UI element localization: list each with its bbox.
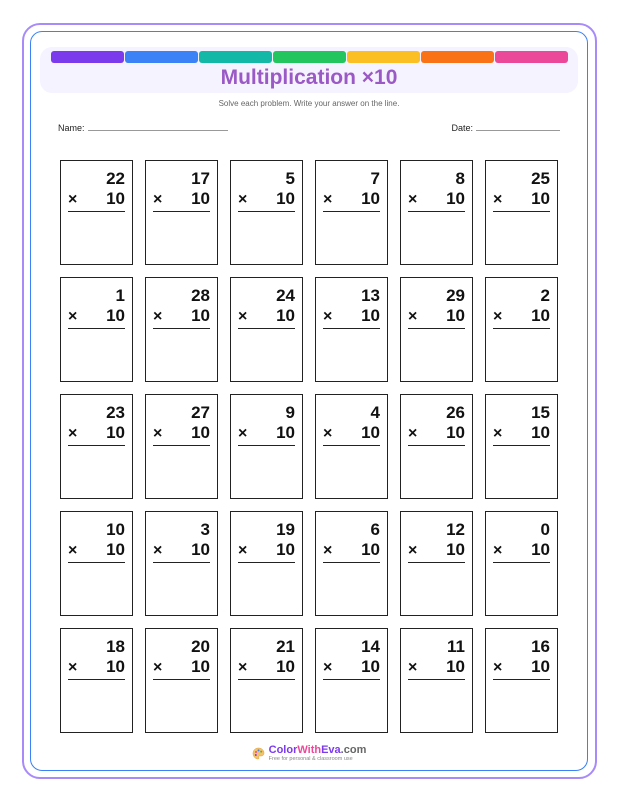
multiply-sign: × — [238, 191, 248, 208]
date-blank-line[interactable] — [476, 122, 560, 131]
multiplicand: 9 — [285, 403, 295, 422]
answer-line — [153, 679, 210, 680]
color-bar-segment — [347, 51, 420, 63]
problem-card[interactable] — [230, 511, 303, 616]
problem-card[interactable] — [60, 511, 133, 616]
problem-card[interactable] — [145, 628, 218, 733]
answer-line — [493, 562, 550, 563]
multiplier: 10 — [106, 423, 125, 442]
problem-card[interactable] — [400, 160, 473, 265]
multiplicand: 1 — [115, 286, 125, 305]
problem-card[interactable] — [315, 160, 388, 265]
problem-card[interactable] — [485, 511, 558, 616]
multiplicand: 27 — [191, 403, 210, 422]
multiplier: 10 — [531, 657, 550, 676]
answer-line — [408, 562, 465, 563]
problem-card[interactable] — [400, 277, 473, 382]
multiplicand: 0 — [540, 520, 550, 539]
answer-line — [68, 679, 125, 680]
multiplier: 10 — [276, 657, 295, 676]
problem-card[interactable] — [145, 394, 218, 499]
multiply-sign: × — [408, 659, 418, 676]
color-bar-segment — [125, 51, 198, 63]
brand-part-color: Color — [268, 744, 298, 756]
brand-part-com: .com — [340, 744, 367, 756]
worksheet-title: Multiplication ×10 — [220, 66, 398, 89]
problem-card[interactable] — [230, 277, 303, 382]
multiplier: 10 — [276, 423, 295, 442]
multiply-sign: × — [323, 542, 333, 559]
answer-line — [408, 679, 465, 680]
answer-line — [493, 211, 550, 212]
problem-card[interactable] — [230, 394, 303, 499]
multiply-sign: × — [153, 425, 163, 442]
multiplier: 10 — [531, 189, 550, 208]
problem-card[interactable] — [60, 394, 133, 499]
problem-card[interactable] — [485, 277, 558, 382]
multiplicand: 11 — [447, 637, 465, 656]
answer-line — [153, 211, 210, 212]
multiply-sign: × — [323, 191, 333, 208]
multiplier: 10 — [106, 189, 125, 208]
name-blank-line[interactable] — [88, 122, 228, 131]
problem-card[interactable] — [315, 394, 388, 499]
problem-card[interactable] — [145, 277, 218, 382]
multiplier: 10 — [191, 423, 210, 442]
multiplicand: 17 — [191, 169, 210, 188]
answer-line — [68, 562, 125, 563]
answer-line — [323, 211, 380, 212]
multiplier: 10 — [446, 423, 465, 442]
multiplier: 10 — [531, 306, 550, 325]
answer-line — [238, 445, 295, 446]
brand-part-eva: Eva — [321, 744, 341, 756]
answer-line — [153, 562, 210, 563]
answer-line — [238, 679, 295, 680]
multiplier: 10 — [446, 657, 465, 676]
multiply-sign: × — [238, 542, 248, 559]
multiply-sign: × — [153, 191, 163, 208]
name-field[interactable] — [58, 122, 228, 134]
color-bar-segment — [51, 51, 124, 63]
multiplicand: 25 — [531, 169, 550, 188]
multiply-sign: × — [408, 191, 418, 208]
multiplier: 10 — [361, 657, 380, 676]
multiplicand: 24 — [276, 286, 295, 305]
answer-line — [68, 445, 125, 446]
answer-line — [238, 211, 295, 212]
color-bar-segment — [199, 51, 272, 63]
answer-line — [238, 328, 295, 329]
multiplicand: 5 — [285, 169, 295, 188]
problem-card[interactable] — [400, 511, 473, 616]
multiply-sign: × — [153, 659, 163, 676]
multiplicand: 2 — [540, 286, 550, 305]
multiplicand: 3 — [200, 520, 210, 539]
problem-card[interactable] — [230, 628, 303, 733]
multiply-sign: × — [68, 308, 78, 325]
multiplicand: 7 — [370, 169, 380, 188]
brand-part-with: With — [297, 744, 322, 756]
answer-line — [493, 445, 550, 446]
multiplicand: 28 — [191, 286, 210, 305]
multiplicand: 22 — [106, 169, 125, 188]
brand-logo-text[interactable] — [269, 744, 367, 756]
problem-card[interactable] — [315, 511, 388, 616]
multiplier: 10 — [106, 540, 125, 559]
multiplier: 10 — [446, 540, 465, 559]
answer-line — [68, 328, 125, 329]
instructions: Solve each problem. Write your answer on the line. — [218, 99, 400, 108]
footer-tagline: Free for personal & classroom use — [268, 756, 353, 762]
multiplier: 10 — [191, 189, 210, 208]
multiply-sign: × — [493, 659, 503, 676]
multiplier: 10 — [276, 189, 295, 208]
answer-line — [323, 562, 380, 563]
answer-line — [153, 328, 210, 329]
multiply-sign: × — [323, 308, 333, 325]
answer-line — [323, 328, 380, 329]
multiply-sign: × — [68, 659, 78, 676]
multiplicand: 14 — [361, 637, 380, 656]
problem-card[interactable] — [60, 160, 133, 265]
answer-line — [493, 328, 550, 329]
multiply-sign: × — [68, 425, 78, 442]
problem-card[interactable] — [60, 628, 133, 733]
multiply-sign: × — [153, 308, 163, 325]
color-bar-segment — [421, 51, 494, 63]
problem-card[interactable] — [230, 160, 303, 265]
multiplier: 10 — [276, 540, 295, 559]
multiplicand: 20 — [191, 637, 210, 656]
date-field[interactable] — [451, 122, 560, 134]
color-bar-segment — [273, 51, 346, 63]
name-label: Name: — [58, 123, 85, 133]
multiply-sign: × — [493, 425, 503, 442]
answer-line — [493, 679, 550, 680]
multiplier: 10 — [276, 306, 295, 325]
problem-card[interactable] — [60, 277, 133, 382]
multiply-sign: × — [68, 191, 78, 208]
problem-card[interactable] — [485, 160, 558, 265]
multiplier: 10 — [361, 189, 380, 208]
problem-grid — [60, 160, 558, 733]
multiplier: 10 — [531, 540, 550, 559]
date-label: Date: — [451, 123, 473, 133]
answer-line — [408, 328, 465, 329]
multiplicand: 16 — [531, 637, 550, 656]
problem-card[interactable] — [485, 628, 558, 733]
problem-card[interactable] — [145, 160, 218, 265]
multiplicand: 29 — [446, 286, 465, 305]
multiplier: 10 — [361, 306, 380, 325]
problem-card[interactable] — [400, 628, 473, 733]
multiply-sign: × — [408, 542, 418, 559]
answer-line — [323, 679, 380, 680]
problem-card[interactable] — [315, 277, 388, 382]
multiplicand: 10 — [106, 520, 125, 539]
multiply-sign: × — [493, 542, 503, 559]
answer-line — [238, 562, 295, 563]
multiply-sign: × — [323, 425, 333, 442]
multiply-sign: × — [238, 425, 248, 442]
answer-line — [408, 445, 465, 446]
multiply-sign: × — [493, 191, 503, 208]
multiplicand: 13 — [361, 286, 380, 305]
multiply-sign: × — [238, 308, 248, 325]
multiplier: 10 — [106, 657, 125, 676]
multiply-sign: × — [68, 542, 78, 559]
multiplicand: 15 — [531, 403, 550, 422]
footer — [0, 744, 618, 765]
multiplicand: 19 — [276, 520, 295, 539]
multiplicand: 8 — [455, 169, 465, 188]
multiplier: 10 — [191, 657, 210, 676]
multiplier: 10 — [106, 306, 125, 325]
multiply-sign: × — [323, 659, 333, 676]
palette-icon — [252, 747, 265, 760]
multiplier: 10 — [191, 540, 210, 559]
multiply-sign: × — [408, 308, 418, 325]
multiplicand: 23 — [106, 403, 125, 422]
multiplier: 10 — [361, 540, 380, 559]
multiplicand: 4 — [370, 403, 380, 422]
problem-card[interactable] — [400, 394, 473, 499]
multiplier: 10 — [361, 423, 380, 442]
color-bar-segment — [495, 51, 568, 63]
multiply-sign: × — [238, 659, 248, 676]
multiplicand: 18 — [106, 637, 125, 656]
multiplicand: 21 — [276, 637, 295, 656]
multiplicand: 6 — [370, 520, 380, 539]
multiplier: 10 — [446, 306, 465, 325]
problem-card[interactable] — [315, 628, 388, 733]
rainbow-color-bar — [51, 51, 568, 63]
multiplier: 10 — [446, 189, 465, 208]
multiply-sign: × — [493, 308, 503, 325]
answer-line — [153, 445, 210, 446]
multiplicand: 12 — [446, 520, 465, 539]
multiplier: 10 — [191, 306, 210, 325]
answer-line — [408, 211, 465, 212]
answer-line — [68, 211, 125, 212]
problem-card[interactable] — [485, 394, 558, 499]
multiplicand: 26 — [446, 403, 465, 422]
multiplier: 10 — [531, 423, 550, 442]
multiply-sign: × — [408, 425, 418, 442]
problem-card[interactable] — [145, 511, 218, 616]
multiply-sign: × — [153, 542, 163, 559]
answer-line — [323, 445, 380, 446]
